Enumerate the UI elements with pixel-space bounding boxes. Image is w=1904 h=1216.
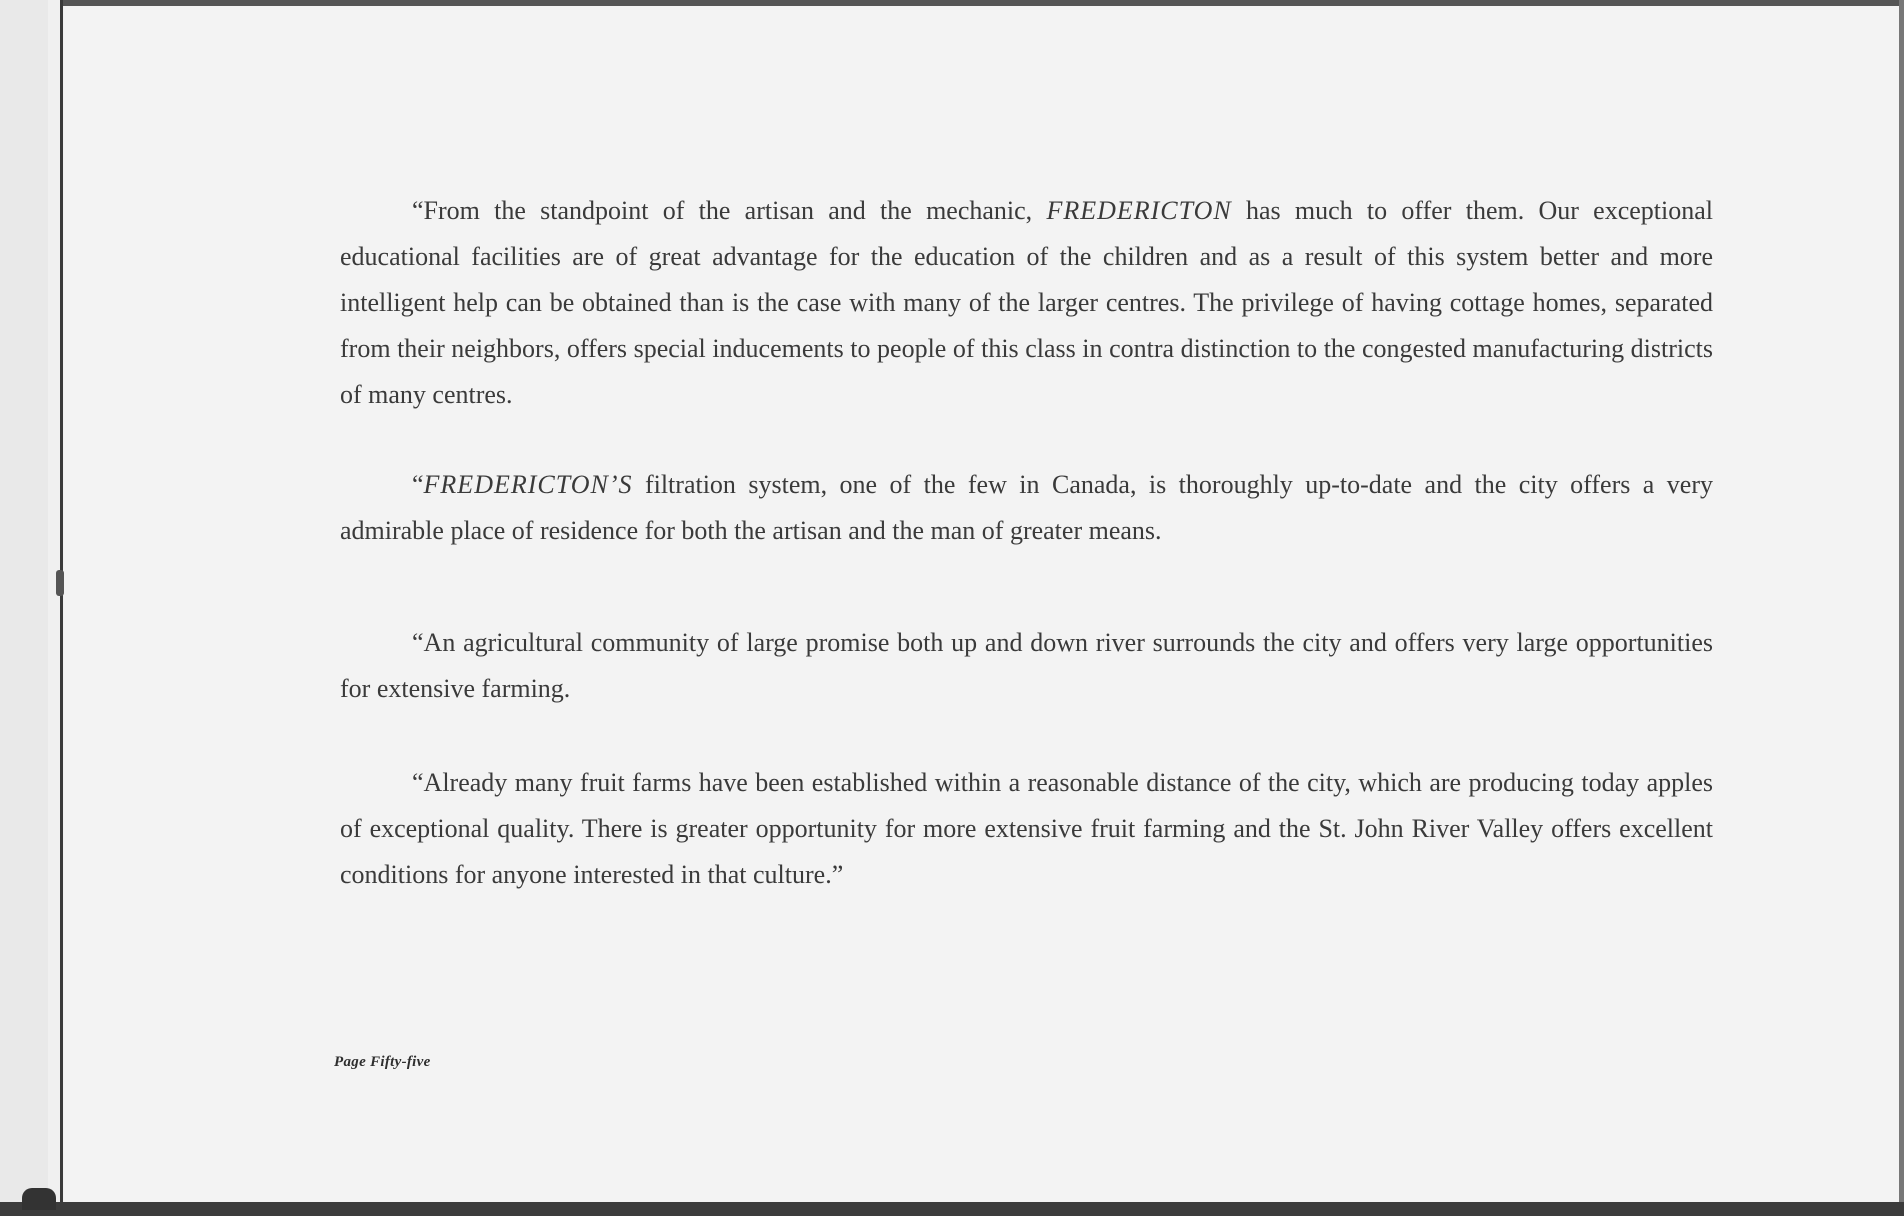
paragraph-artisan <box>340 188 1713 418</box>
page-paper <box>64 6 1899 1202</box>
city-name-emphasis: FREDERICTON <box>1046 196 1232 225</box>
paragraph-fruit-farms <box>340 760 1713 898</box>
top-page-edge <box>60 0 1904 6</box>
body-text <box>340 188 1713 898</box>
paragraph-agriculture <box>340 620 1713 712</box>
paragraph-filtration-rest: filtration system, one of the few in Canada, is thoroughly up-to-date and the city offers a very admirable place of residence for both the artisan and the man of greater means. <box>340 470 1713 545</box>
city-name-possessive-emphasis: FREDERICTON’S <box>423 470 633 499</box>
bottom-page-edge <box>0 1202 1904 1216</box>
page-number: Page Fifty-five <box>334 1054 431 1070</box>
binding-mark <box>56 570 64 596</box>
page-corner-shadow <box>22 1188 56 1210</box>
paragraph-artisan-rest: has much to offer them. Our exceptional educational facilities are of great advantage for the education of the children and as a result of this system better and more intelligent help can be obtained than is the case with many of the larger centres. The privilege of having cottage homes, separated from their neighbors, offers special inducements to people of this class in contra distinction to the congested manufacturing districts of many centres. <box>340 196 1713 409</box>
paragraph-filtration <box>340 462 1713 554</box>
paragraph-filtration-quote: “ <box>412 470 424 499</box>
paragraph-agriculture-text: “An agricultural community of large promise both up and down river surrounds the city and offers very large opportunities for extensive farming. <box>340 628 1713 703</box>
binding-spine-line <box>60 0 63 1216</box>
facing-page-margin <box>0 0 48 1216</box>
right-page-edge <box>1899 0 1904 1216</box>
paragraph-artisan-start: “From the standpoint of the artisan and the mechanic, <box>412 196 1047 225</box>
paragraph-fruit-farms-text: “Already many fruit farms have been established within a reasonable distance of the city, which are producing today apples of exceptional quality. There is greater opportunity for more extensive fruit farming and the St. John River Valley offers excellent conditions for anyone interested in that culture.” <box>340 768 1713 889</box>
